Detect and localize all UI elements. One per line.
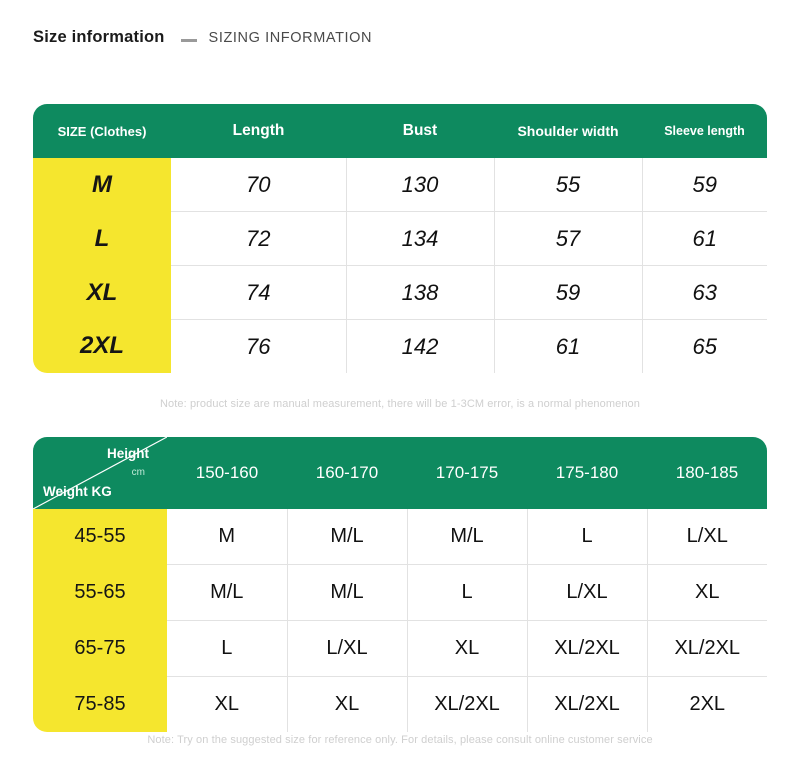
cell-sleeve-length: 59 bbox=[642, 158, 767, 212]
recommended-size: L bbox=[167, 621, 287, 677]
recommended-size: L/XL bbox=[647, 509, 767, 565]
table-header-row bbox=[33, 437, 767, 509]
cell-length: 72 bbox=[171, 212, 346, 266]
weight-range-label: 75-85 bbox=[33, 677, 167, 733]
recommended-size: M/L bbox=[287, 565, 407, 621]
cell-shoulder-width: 55 bbox=[494, 158, 642, 212]
recommended-size: M bbox=[167, 509, 287, 565]
table-row bbox=[33, 212, 767, 266]
column-header-height-170-175: 170-175 bbox=[407, 437, 527, 509]
recommended-size: L/XL bbox=[527, 565, 647, 621]
column-header-height-180-185: 180-185 bbox=[647, 437, 767, 509]
corner-weight-label: Weight KG bbox=[43, 484, 112, 499]
recommended-size: M/L bbox=[287, 509, 407, 565]
recommended-size: XL/2XL bbox=[527, 677, 647, 733]
table-row bbox=[33, 158, 767, 212]
column-header-height-150-160: 150-160 bbox=[167, 437, 287, 509]
recommended-size: XL/2XL bbox=[527, 621, 647, 677]
cell-sleeve-length: 65 bbox=[642, 320, 767, 374]
weight-range-label: 65-75 bbox=[33, 621, 167, 677]
recommended-size: XL bbox=[407, 621, 527, 677]
recommended-size: XL bbox=[287, 677, 407, 733]
page-title: Size information bbox=[33, 28, 165, 46]
table-row bbox=[33, 509, 767, 565]
recommended-size: L bbox=[527, 509, 647, 565]
cell-bust: 138 bbox=[346, 266, 494, 320]
size-label: XL bbox=[33, 266, 171, 320]
cell-length: 76 bbox=[171, 320, 346, 374]
column-header-bust: Bust bbox=[346, 104, 494, 158]
page-subtitle: SIZING INFORMATION bbox=[208, 30, 373, 46]
recommended-size: M/L bbox=[407, 509, 527, 565]
weight-range-label: 45-55 bbox=[33, 509, 167, 565]
cell-bust: 142 bbox=[346, 320, 494, 374]
column-header-shoulder-width: Shoulder width bbox=[494, 104, 642, 158]
corner-unit-label: cm bbox=[131, 467, 145, 478]
cell-length: 74 bbox=[171, 266, 346, 320]
recommended-size: XL bbox=[167, 677, 287, 733]
column-header-length: Length bbox=[171, 104, 346, 158]
recommended-size: XL bbox=[647, 565, 767, 621]
table-row bbox=[33, 266, 767, 320]
cell-shoulder-width: 59 bbox=[494, 266, 642, 320]
column-header-height-160-170: 160-170 bbox=[287, 437, 407, 509]
cell-sleeve-length: 63 bbox=[642, 266, 767, 320]
title-divider-dash bbox=[181, 39, 197, 42]
cell-bust: 130 bbox=[346, 158, 494, 212]
size-label: 2XL bbox=[33, 320, 171, 374]
recommended-size: L bbox=[407, 565, 527, 621]
corner-height-label: Height bbox=[107, 446, 149, 461]
column-header-sleeve-length: Sleeve length bbox=[642, 104, 767, 158]
table-row bbox=[33, 621, 767, 677]
recommended-size: XL/2XL bbox=[407, 677, 527, 733]
cell-sleeve-length: 61 bbox=[642, 212, 767, 266]
cell-bust: 134 bbox=[346, 212, 494, 266]
table-header-row bbox=[33, 104, 767, 158]
height-weight-table bbox=[33, 437, 767, 732]
cell-length: 70 bbox=[171, 158, 346, 212]
recommendation-note: Note: Try on the suggested size for reference only. For details, please consult online customer service bbox=[147, 734, 653, 746]
column-header-size: SIZE (Clothes) bbox=[33, 104, 171, 158]
measurement-note: Note: product size are manual measurement, there will be 1-3CM error, is a normal phenomenon bbox=[160, 398, 640, 410]
corner-header-height-weight bbox=[33, 437, 167, 509]
recommended-size: M/L bbox=[167, 565, 287, 621]
table-row bbox=[33, 565, 767, 621]
page-header bbox=[33, 28, 372, 47]
recommended-size: XL/2XL bbox=[647, 621, 767, 677]
recommended-size: L/XL bbox=[287, 621, 407, 677]
size-label: M bbox=[33, 158, 171, 212]
cell-shoulder-width: 61 bbox=[494, 320, 642, 374]
weight-range-label: 55-65 bbox=[33, 565, 167, 621]
table-row bbox=[33, 320, 767, 374]
table-row bbox=[33, 677, 767, 733]
clothes-size-table bbox=[33, 104, 767, 373]
cell-shoulder-width: 57 bbox=[494, 212, 642, 266]
column-header-height-175-180: 175-180 bbox=[527, 437, 647, 509]
recommended-size: 2XL bbox=[647, 677, 767, 733]
size-label: L bbox=[33, 212, 171, 266]
